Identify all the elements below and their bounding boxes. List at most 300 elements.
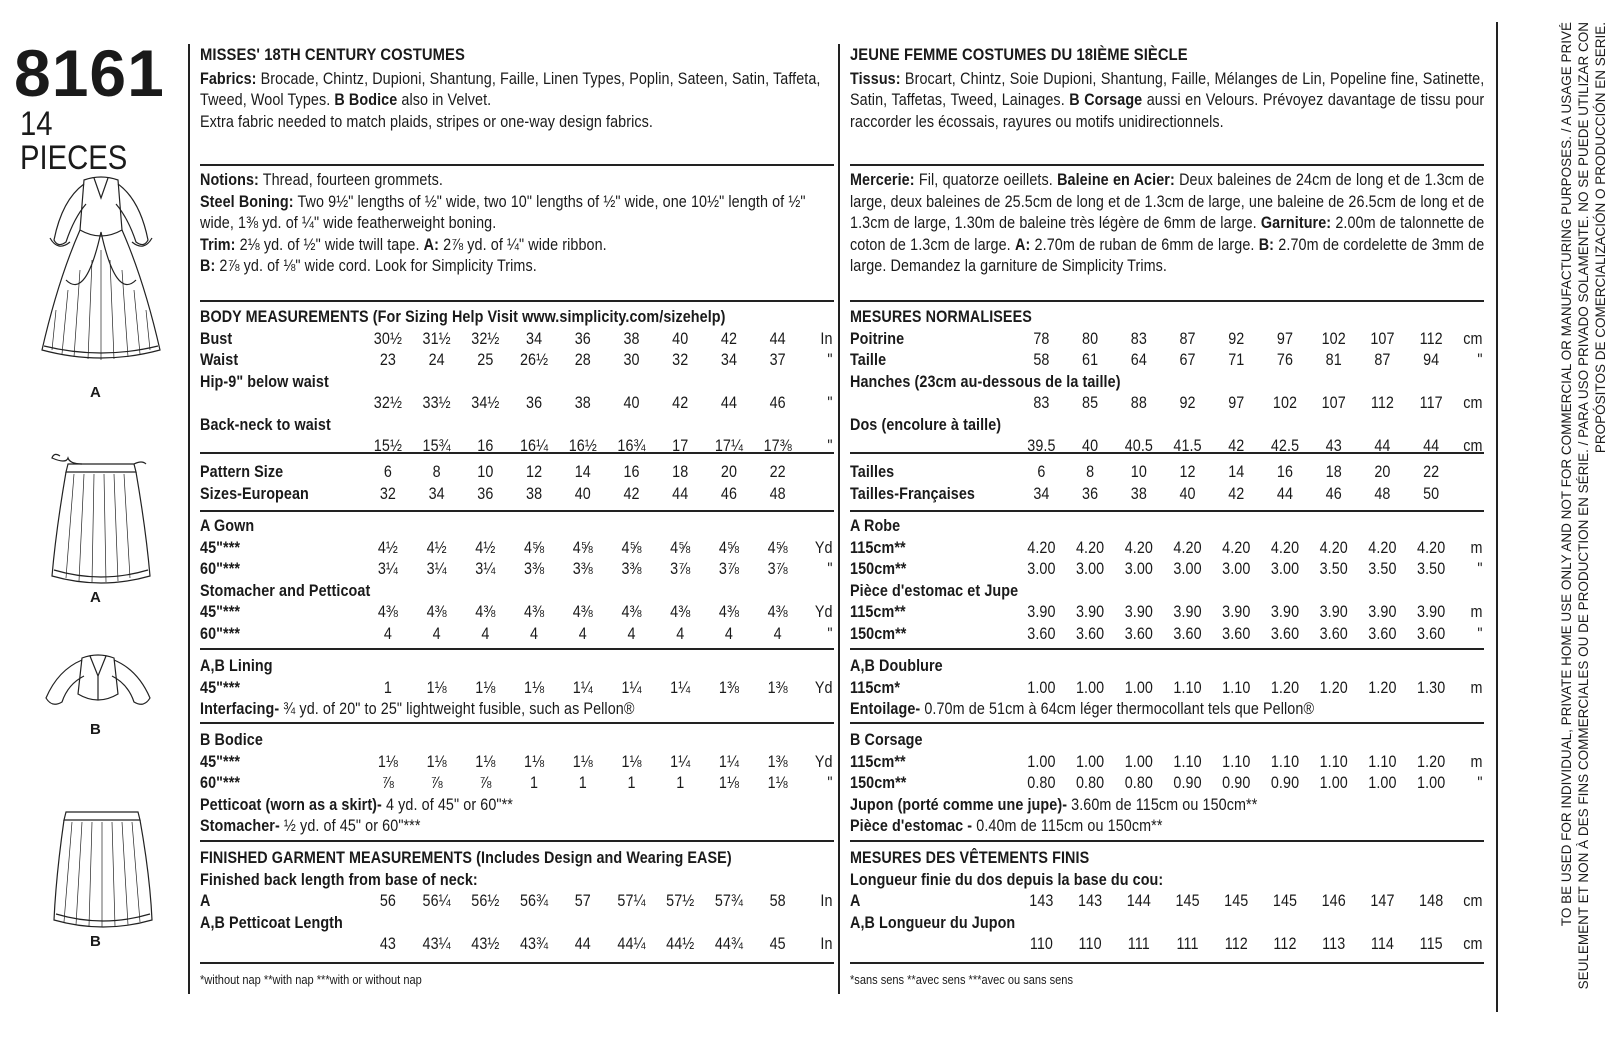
- row-label: Waist: [200, 351, 239, 369]
- row-value: 1.10: [1270, 752, 1300, 771]
- finished-table-fr: [850, 870, 1484, 956]
- sketch-label-b: B: [90, 721, 101, 738]
- bodice-table-fr: [850, 730, 1484, 795]
- row-value: 46: [720, 484, 738, 503]
- row-unit: [1456, 462, 1485, 484]
- row-value: 145: [1175, 892, 1200, 910]
- section-title-fr: JEUNE FEMME COSTUMES DU 18IÈME SIÈCLE: [850, 45, 1188, 64]
- row-value: 94: [1423, 351, 1440, 369]
- row-value: 1: [676, 774, 685, 792]
- row-value: 42.5: [1270, 437, 1300, 455]
- row-value: 4⅜: [718, 603, 740, 621]
- row-label: 60"***: [200, 560, 241, 578]
- row-unit: cm: [1463, 437, 1483, 455]
- row-value: 1.00: [1417, 774, 1446, 792]
- gown-yardage-section-fr: [850, 514, 1484, 650]
- row-value: 42: [720, 329, 738, 348]
- measurement-row: [200, 372, 834, 394]
- row-value: 34: [1033, 484, 1050, 503]
- row-value: 36: [526, 394, 543, 412]
- fabrics-extra: Extra fabric needed to match plaids, stripes or one-way design fabrics.: [200, 112, 653, 131]
- row-value: 20: [720, 463, 738, 481]
- petticoat-label: Petticoat (worn as a skirt)-: [200, 795, 382, 814]
- notions-section: [200, 168, 834, 302]
- row-value: 112: [1273, 935, 1297, 953]
- row-value: 16: [623, 463, 640, 481]
- row-value: 4: [676, 624, 685, 643]
- row-value: 1⅛: [475, 678, 496, 697]
- trim-b-label: B:: [200, 257, 216, 275]
- row-label: [850, 436, 1017, 458]
- row-label: 45"***: [200, 678, 241, 697]
- row-unit: In: [820, 892, 833, 910]
- lining-table-fr: [850, 656, 1484, 699]
- row-value: 111: [1176, 935, 1199, 953]
- row-value: 4: [432, 624, 441, 643]
- row-value: 144: [1126, 892, 1151, 910]
- row-value: 57¼: [617, 892, 646, 910]
- row-value: 83: [1033, 394, 1050, 412]
- row-unit: ": [1477, 624, 1483, 643]
- measurement-row: [850, 913, 1484, 935]
- row-value: 146: [1321, 892, 1346, 910]
- row-value: 1¼: [670, 752, 691, 771]
- row-value: 44¾: [714, 935, 744, 953]
- trim-label: Trim:: [200, 235, 236, 254]
- row-unit: ": [1477, 774, 1483, 792]
- bodice-section: [200, 726, 834, 842]
- row-value: 3⅞: [670, 560, 691, 578]
- row-value: 1.10: [1222, 752, 1251, 771]
- row-value: 4: [481, 624, 490, 643]
- boning-text-fr: Deux baleines de 24cm de long et de 1.3cm de large, deux baleines de 25.5cm de long et de 1.3cm de large, une baleine de 26.5cm de long et de 1.3cm de large, 1.30m de baleine très légère de 6mm de large.: [850, 171, 1485, 232]
- row-unit: cm: [1463, 892, 1483, 910]
- row-value: 147: [1370, 892, 1395, 910]
- row-value: 45: [769, 935, 786, 953]
- row-value: 14: [1228, 463, 1245, 481]
- row-value: 43: [379, 935, 396, 953]
- row-value: 57: [574, 892, 591, 910]
- row-value: 3.00: [1124, 560, 1153, 578]
- row-value: 6: [1037, 463, 1046, 481]
- row-unit: Yd: [814, 538, 833, 557]
- body-measurements-title: BODY MEASUREMENTS (For Sizing Help Visit www.simplicity.com/sizehelp): [200, 308, 726, 326]
- measurement-row: [850, 329, 1484, 351]
- row-unit: Yd: [814, 752, 833, 771]
- row-value: 14: [574, 463, 591, 481]
- measurement-row: [850, 870, 1484, 892]
- row-value: 43¼: [422, 935, 451, 953]
- measurement-row: [200, 773, 834, 795]
- measurement-row: [200, 559, 834, 581]
- row-value: 4.20: [1270, 538, 1300, 557]
- measurement-row: [850, 656, 1484, 678]
- row-value: 1⅛: [475, 752, 496, 771]
- row-label: 115cm**: [850, 538, 906, 557]
- row-value: 1⅛: [767, 774, 788, 792]
- row-unit: Yd: [814, 678, 833, 697]
- row-value: 20: [1374, 463, 1391, 481]
- row-value: 22: [769, 463, 786, 481]
- row-label: Pattern Size: [200, 463, 284, 481]
- row-label: Back-neck to waist: [200, 415, 331, 434]
- fabrics-section-fr: [850, 44, 1484, 166]
- row-value: 4.20: [1222, 538, 1251, 557]
- row-value: 3.60: [1075, 624, 1105, 643]
- row-value: 111: [1127, 935, 1150, 953]
- fabrics-text: Brocade, Chintz, Dupioni, Shantung, Faille, Linen Types, Poplin, Sateen, Satin, Taffeta, Tweed, Wool Types.: [200, 69, 821, 109]
- row-value: 50: [1423, 484, 1440, 503]
- row-value: 1⅛: [426, 752, 447, 771]
- row-unit: ": [827, 560, 833, 578]
- body-measurements-table: [200, 329, 834, 458]
- measurement-row: [200, 870, 834, 892]
- row-unit: cm: [1463, 329, 1483, 348]
- row-label: [200, 436, 364, 458]
- measurement-row: [200, 891, 834, 913]
- row-value: 87: [1374, 351, 1391, 369]
- trim-b-label-fr: B:: [1258, 235, 1275, 254]
- row-value: 1⅛: [377, 752, 398, 771]
- row-value: 36: [477, 484, 494, 503]
- row-value: 4: [773, 624, 782, 643]
- row-unit: [802, 462, 834, 484]
- row-value: 145: [1272, 892, 1298, 910]
- row-value: 4⅝: [767, 538, 788, 557]
- row-label: Tailles-Françaises: [850, 484, 975, 503]
- row-value: 148: [1419, 892, 1444, 910]
- measurement-row: [850, 891, 1484, 913]
- notions-text: Thread, fourteen grommets.: [262, 171, 443, 189]
- measurement-row: [850, 538, 1484, 560]
- row-value: 32½: [373, 394, 403, 412]
- stomacher-label: Stomacher-: [200, 817, 280, 835]
- row-label: 60"***: [200, 774, 241, 792]
- row-value: 32½: [471, 329, 500, 348]
- trim-b-text-fr: 2.70m de cordelette de 3mm de large. Demandez la garniture de Simplicity Trims.: [850, 235, 1485, 275]
- row-unit: ": [827, 351, 833, 369]
- notions-section-fr: [850, 168, 1484, 302]
- row-value: 58: [1033, 351, 1050, 369]
- row-label: Tailles: [850, 463, 895, 481]
- trim-a-text: 2⅞ yd. of ¼" wide ribbon.: [443, 235, 607, 254]
- measurement-row: [850, 581, 1484, 603]
- row-value: 102: [1321, 329, 1346, 348]
- row-value: 4: [383, 624, 392, 643]
- row-label: [200, 393, 364, 415]
- measurement-row: [200, 934, 834, 956]
- measurement-row: [850, 624, 1484, 646]
- row-value: 44: [574, 935, 591, 953]
- finished-table: [200, 870, 834, 956]
- row-value: 42: [672, 394, 689, 412]
- stomacher-text: ½ yd. of 45" or 60"***: [283, 817, 421, 835]
- row-unit: cm: [1463, 935, 1483, 953]
- row-value: 15½: [373, 437, 403, 455]
- row-value: 3.90: [1417, 603, 1446, 621]
- row-value: 3.00: [1222, 560, 1251, 578]
- row-value: 102: [1272, 394, 1298, 412]
- fabrics-label: Fabrics:: [200, 69, 257, 88]
- row-value: 87: [1179, 329, 1196, 348]
- footnote-fr: *sans sens **avec sens ***avec ou sans sens: [850, 972, 1073, 987]
- row-unit: m: [1470, 603, 1483, 621]
- row-value: 34: [720, 351, 738, 369]
- row-label: A Robe: [850, 517, 901, 535]
- row-value: 42: [1228, 484, 1245, 503]
- row-value: 4⅝: [572, 538, 593, 557]
- sketch-label-b2: B: [90, 933, 101, 950]
- bodice-b-sketch: [38, 650, 158, 720]
- row-label: Finished back length from base of neck:: [200, 870, 478, 889]
- row-value: 4⅜: [377, 603, 398, 621]
- row-value: 0.90: [1173, 774, 1202, 792]
- measurement-row: [200, 393, 834, 415]
- gown-yardage-table-fr: [850, 516, 1484, 645]
- interfacing-text: ¾ yd. of 20" to 25" lightweight fusible, such as Pellon®: [283, 700, 635, 718]
- row-value: 38: [574, 394, 591, 412]
- row-value: 1.10: [1173, 678, 1202, 697]
- row-value: 46: [1325, 484, 1342, 503]
- row-value: 1.20: [1270, 678, 1300, 697]
- measurement-row: [850, 350, 1484, 372]
- row-value: 4: [578, 624, 587, 643]
- row-value: 4⅜: [426, 603, 447, 621]
- row-value: 37: [769, 351, 786, 369]
- french-column: [838, 44, 1484, 994]
- row-value: 44¼: [617, 935, 646, 953]
- row-value: 34½: [471, 394, 500, 412]
- row-value: 107: [1370, 329, 1395, 348]
- row-value: 83: [1130, 329, 1147, 348]
- row-label: Poitrine: [850, 329, 905, 348]
- petticoat-text: 4 yd. of 45" or 60"**: [386, 795, 513, 814]
- row-value: 145: [1224, 892, 1249, 910]
- row-value: 78: [1033, 329, 1050, 348]
- row-label: Taille: [850, 351, 887, 369]
- row-unit: [1456, 484, 1485, 506]
- measurement-row: [850, 436, 1484, 458]
- row-value: 3.50: [1319, 560, 1348, 578]
- lining-section: [200, 652, 834, 724]
- measurement-row: [200, 516, 834, 538]
- pattern-info-panel: [0, 30, 185, 1030]
- row-value: 3.00: [1173, 560, 1202, 578]
- row-value: 3⅜: [524, 560, 545, 578]
- interfacing-text-fr: 0.70m de 51cm à 64cm léger thermocollant tels que Pellon®: [924, 700, 1315, 718]
- row-unit: Yd: [814, 603, 833, 621]
- row-unit: ": [827, 437, 833, 455]
- row-value: 1⅜: [767, 678, 788, 697]
- row-label: A Gown: [200, 517, 255, 535]
- measurement-row: [200, 752, 834, 774]
- row-value: 4: [530, 624, 539, 643]
- row-value: 3.60: [1368, 624, 1397, 643]
- measurement-row: [850, 678, 1484, 700]
- row-value: 64: [1130, 351, 1147, 369]
- petticoat-text-fr: 3.60m de 115cm ou 150cm**: [1071, 795, 1258, 814]
- row-value: 10: [1130, 463, 1147, 481]
- measurement-row: [200, 656, 834, 678]
- trim-a-label-fr: A:: [1014, 235, 1031, 254]
- row-value: 40: [623, 394, 640, 412]
- row-value: 39.5: [1027, 437, 1056, 455]
- row-value: 42: [623, 484, 640, 503]
- row-value: 92: [1179, 394, 1196, 412]
- petticoat-label-fr: Jupon (porté comme une jupe)-: [850, 795, 1068, 814]
- row-value: 3.60: [1417, 624, 1446, 643]
- body-measurements-table-fr: [850, 329, 1484, 458]
- row-value: 3.00: [1075, 560, 1105, 578]
- row-value: 3.90: [1075, 603, 1105, 621]
- body-measurements-section-fr: [850, 304, 1484, 454]
- row-value: 26½: [519, 351, 549, 369]
- row-value: 0.90: [1222, 774, 1251, 792]
- trim-text: 2⅛ yd. of ½" wide twill tape.: [239, 235, 420, 254]
- row-value: 3¼: [377, 560, 398, 578]
- row-value: 40: [1179, 484, 1196, 503]
- measurement-row: [200, 350, 834, 372]
- row-value: 4⅝: [621, 538, 642, 557]
- row-value: 0.80: [1124, 774, 1153, 792]
- row-value: 4.20: [1173, 538, 1202, 557]
- row-label: A: [200, 892, 211, 910]
- row-value: 56½: [471, 892, 500, 910]
- boning-text: Two 9½" lengths of ½" wide, two 10" lengths of ½" wide, one 10½" length of ½" wide, 1⅜ yd. of ¼" wide featherweight boning.: [200, 192, 806, 232]
- row-value: 1.00: [1027, 678, 1056, 697]
- row-label: 150cm**: [850, 774, 907, 792]
- row-label: [850, 393, 1017, 415]
- row-value: 30: [623, 351, 640, 369]
- row-value: 40.5: [1124, 437, 1153, 455]
- measurement-row: [850, 484, 1484, 506]
- row-value: 85: [1082, 394, 1099, 412]
- row-value: 1: [627, 774, 636, 792]
- row-unit: In: [820, 329, 833, 348]
- row-value: 4.20: [1417, 538, 1446, 557]
- pieces-count: 14 PIECES: [20, 105, 128, 177]
- measurement-row: [200, 538, 834, 560]
- measurement-row: [200, 602, 834, 624]
- row-value: 17¼: [714, 437, 744, 455]
- row-value: 3.60: [1124, 624, 1153, 643]
- row-value: ⅞: [381, 774, 394, 792]
- row-value: 61: [1082, 351, 1099, 369]
- row-value: 1⅛: [718, 774, 740, 792]
- measurement-row: [200, 329, 834, 351]
- sizes-table: [200, 462, 834, 505]
- row-value: 38: [526, 484, 543, 503]
- row-value: 3.50: [1417, 560, 1446, 578]
- row-label: B Bodice: [200, 731, 263, 749]
- row-value: 4⅝: [718, 538, 740, 557]
- row-value: 88: [1130, 394, 1147, 412]
- gown-yardage-section: [200, 514, 834, 650]
- row-value: 3.90: [1319, 603, 1348, 621]
- row-value: 32: [672, 351, 689, 369]
- row-value: 71: [1228, 351, 1245, 369]
- row-value: 3¼: [426, 560, 447, 578]
- row-value: 43: [1325, 437, 1342, 455]
- measurement-row: [200, 913, 834, 935]
- row-value: 16¼: [519, 437, 549, 455]
- row-value: 32: [379, 484, 396, 503]
- row-value: 43¾: [519, 935, 549, 953]
- row-value: 112: [1370, 394, 1395, 412]
- row-value: 117: [1419, 394, 1443, 412]
- row-value: 33½: [422, 394, 451, 412]
- row-value: 3.90: [1368, 603, 1397, 621]
- row-value: 4⅝: [670, 538, 691, 557]
- fabrics-b-text: also in Velvet.: [401, 91, 492, 109]
- measurement-row: [200, 436, 834, 458]
- row-label: [850, 934, 1017, 956]
- row-value: 3¼: [475, 560, 496, 578]
- row-value: 81: [1325, 351, 1342, 369]
- row-value: 3⅜: [621, 560, 642, 578]
- row-value: 4: [627, 624, 636, 643]
- row-value: ⅞: [430, 774, 443, 792]
- row-unit: In: [820, 935, 833, 953]
- finished-title-fr: MESURES DES VÊTEMENTS FINIS: [850, 849, 1090, 867]
- measurement-row: [850, 730, 1484, 752]
- row-label: 150cm**: [850, 560, 907, 578]
- row-value: 110: [1078, 935, 1102, 953]
- row-label: 115cm*: [850, 678, 901, 697]
- row-unit: [802, 484, 834, 506]
- row-value: 15¾: [422, 437, 451, 455]
- measurement-row: [850, 516, 1484, 538]
- sizes-section-fr: [850, 456, 1484, 512]
- footnote: *without nap **with nap ***with or without nap: [200, 972, 422, 987]
- row-value: 0.90: [1270, 774, 1300, 792]
- row-value: 1.10: [1173, 752, 1202, 771]
- row-value: 1.00: [1124, 678, 1153, 697]
- section-title: MISSES' 18TH CENTURY COSTUMES: [200, 45, 465, 64]
- row-value: 18: [1325, 463, 1342, 481]
- row-value: 4½: [475, 538, 496, 557]
- row-value: 1⅜: [718, 678, 740, 697]
- row-value: 16: [1276, 463, 1294, 481]
- row-value: 3.90: [1222, 603, 1251, 621]
- row-value: 115: [1419, 935, 1443, 953]
- petticoat-b-sketch: [48, 806, 158, 936]
- row-value: 3.90: [1027, 603, 1056, 621]
- row-value: 1.30: [1417, 678, 1446, 697]
- row-value: 38: [623, 329, 640, 348]
- fabrics-b-text-fr: aussi en Velours.: [1146, 91, 1259, 109]
- row-value: 36: [1082, 484, 1099, 503]
- row-value: 25: [477, 351, 494, 369]
- row-label: 60"***: [200, 624, 241, 643]
- row-value: 38: [1130, 484, 1147, 503]
- row-value: 40: [672, 329, 689, 348]
- finished-title: FINISHED GARMENT MEASUREMENTS (Includes Design and Wearing EASE): [200, 849, 732, 867]
- row-value: 4⅜: [767, 603, 788, 621]
- row-value: 30½: [373, 329, 403, 348]
- row-value: 58: [769, 892, 786, 910]
- row-value: 1.10: [1368, 752, 1397, 771]
- row-value: 4⅝: [524, 538, 545, 557]
- row-unit: m: [1470, 678, 1483, 697]
- row-value: 56¼: [422, 892, 451, 910]
- row-value: 17⅜: [763, 437, 792, 455]
- row-value: 110: [1029, 935, 1053, 953]
- row-value: 1.10: [1319, 752, 1348, 771]
- measurement-row: [850, 934, 1484, 956]
- row-value: 3.60: [1319, 624, 1348, 643]
- row-label: Hip-9" below waist: [200, 372, 329, 391]
